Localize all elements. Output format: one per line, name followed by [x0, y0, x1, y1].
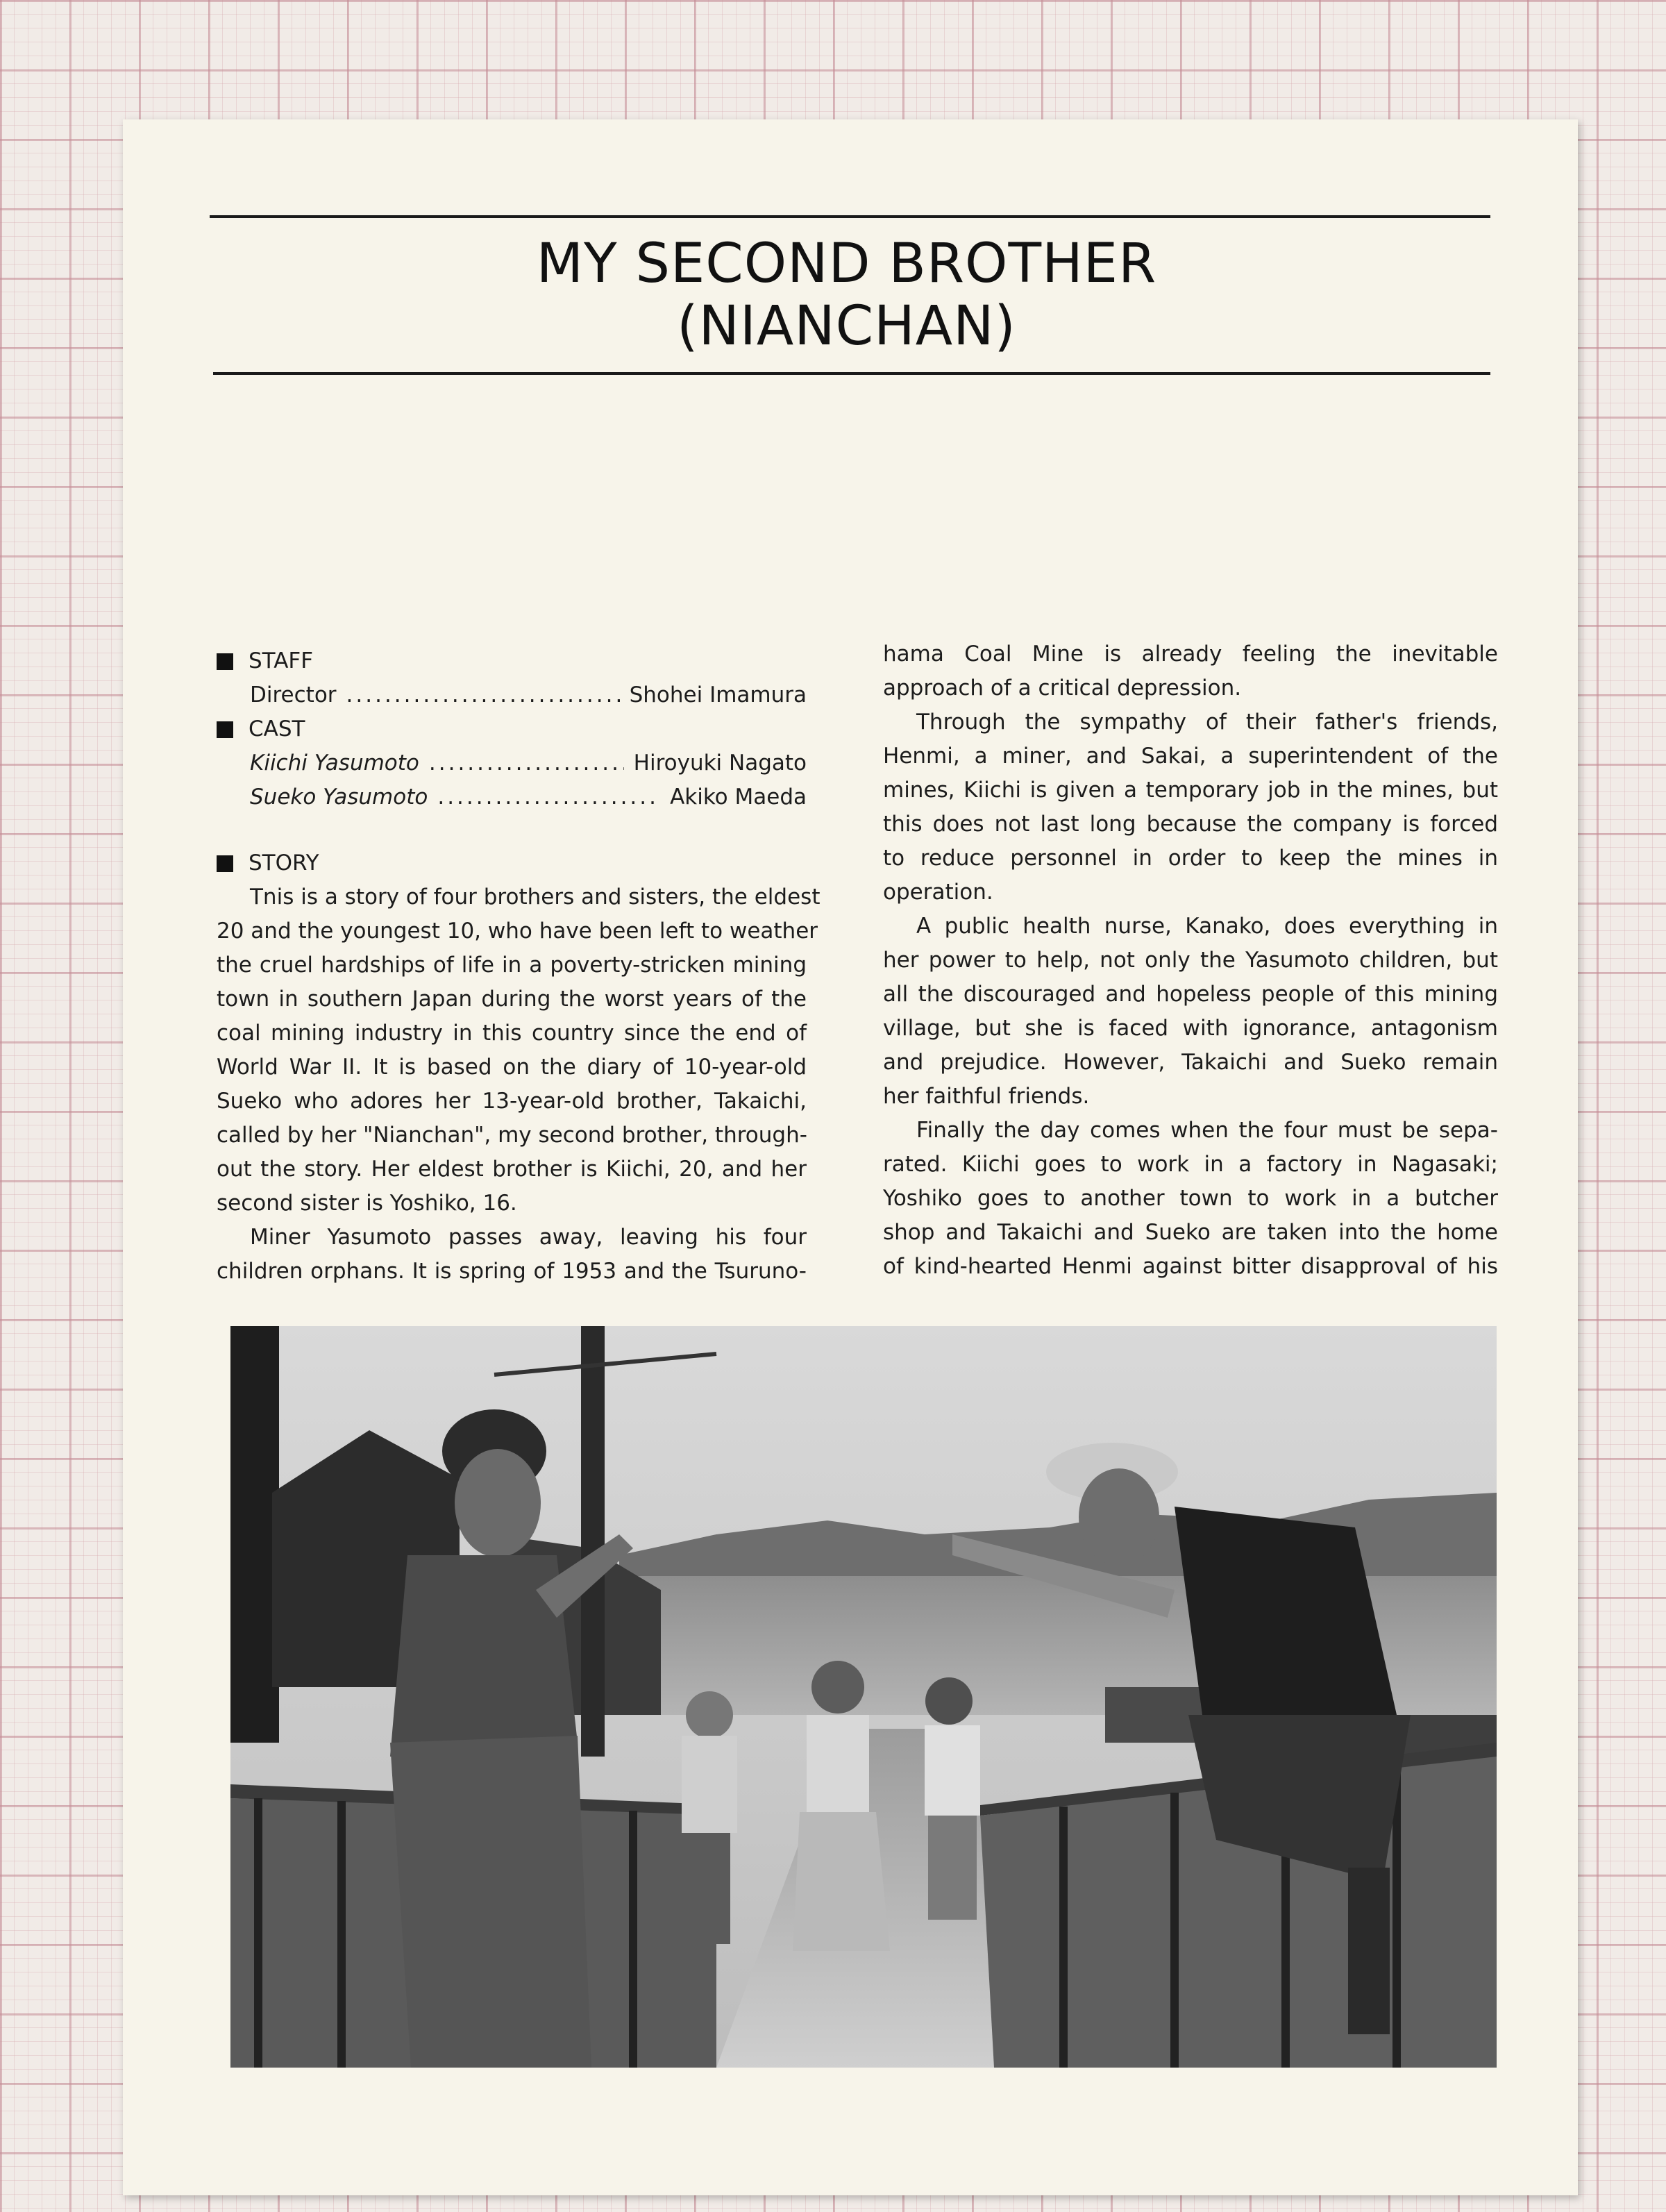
leader-dots: [429, 746, 624, 780]
story-heading: [217, 846, 807, 880]
story-line: Through the sympathy of their father's friends,: [916, 710, 1498, 735]
story-line: all the discouraged and hopeless people of this mining: [883, 982, 1498, 1007]
title-bottom-rule: [213, 372, 1490, 375]
credit-role: Director: [250, 682, 337, 707]
story-line: Finally the day comes when the four must be sepa-: [916, 1118, 1498, 1143]
story-line: called by her "Nianchan", my second brother, through-: [217, 1123, 807, 1148]
title-line-2: (NIANCHAN): [677, 295, 1016, 358]
film-sheet: [123, 119, 1578, 2195]
story-line: mines, Kiichi is given a temporary job in the mines, but: [883, 778, 1498, 803]
film-title: [206, 233, 1487, 358]
story-line: approach of a critical depression.: [883, 676, 1242, 701]
story-line: out the story. Her eldest brother is Kiichi, 20, and her: [217, 1157, 807, 1182]
staff-heading-label: STAFF: [249, 648, 314, 673]
story-line: operation.: [883, 880, 993, 905]
story-line: her power to help, not only the Yasumoto children, but: [883, 948, 1498, 973]
story-line: and prejudice. However, Takaichi and Sueko remain: [883, 1050, 1498, 1075]
story-line: 20 and the youngest 10, who have been left to weather: [217, 919, 818, 944]
story-line: town in southern Japan during the worst years of the: [217, 987, 807, 1012]
left-column: [217, 644, 821, 1289]
square-bullet-icon: [217, 653, 233, 670]
story-line: village, but she is faced with ignorance, antagonism: [883, 1016, 1498, 1041]
story-line: Yoshiko goes to another town to work in a butcher: [883, 1186, 1498, 1211]
leader-dots: [346, 678, 620, 712]
story-line: Henmi, a miner, and Sakai, a superintendent of the: [883, 744, 1498, 769]
story-heading-label: STORY: [249, 851, 319, 875]
story-line: hama Coal Mine is already feeling the inevitable: [883, 642, 1498, 667]
story-line: Sueko who adores her 13-year-old brother, Takaichi,: [217, 1089, 807, 1114]
staff-credit-director: [217, 678, 807, 712]
story-line: rated. Kiichi goes to work in a factory in Nagasaki;: [883, 1152, 1498, 1177]
title-line-1: MY SECOND BROTHER: [536, 233, 1157, 295]
story-line: to reduce personnel in order to keep the mines in: [883, 846, 1498, 871]
story-line: coal mining industry in this country since the end of: [217, 1021, 807, 1046]
film-still-illustration: [230, 1326, 1497, 2068]
right-column: [883, 637, 1498, 1284]
staff-heading: [217, 644, 807, 678]
credit-name: Hiroyuki Nagato: [633, 751, 807, 776]
credit-role: Kiichi Yasumoto: [250, 751, 419, 776]
credit-name: Akiko Maeda: [670, 785, 807, 810]
story-line: children orphans. It is spring of 1953 and the Tsuruno-: [217, 1259, 807, 1284]
leader-dots: [437, 780, 660, 814]
cast-credit-sueko: [217, 780, 807, 814]
story-line: of kind-hearted Henmi against bitter disapproval of his: [883, 1254, 1498, 1279]
story-line: Miner Yasumoto passes away, leaving his four: [250, 1225, 807, 1250]
story-line: the cruel hardships of life in a poverty-stricken mining: [217, 953, 807, 978]
story-line: A public health nurse, Kanako, does everything in: [916, 914, 1498, 939]
figure-children: [682, 1661, 980, 1951]
square-bullet-icon: [217, 855, 233, 872]
story-line: second sister is Yoshiko, 16.: [217, 1191, 517, 1216]
cast-heading-label: CAST: [249, 717, 305, 741]
story-line: World War II. It is based on the diary of 10-year-old: [217, 1055, 807, 1080]
title-top-rule: [210, 215, 1490, 218]
story-left-text: [217, 880, 821, 1289]
story-line: Tnis is a story of four brothers and sisters, the eldest: [250, 885, 821, 910]
cast-credit-kiichi: [217, 746, 807, 780]
cast-heading: [217, 712, 807, 746]
story-line: shop and Takaichi and Sueko are taken into the home: [883, 1220, 1498, 1245]
credit-role: Sueko Yasumoto: [250, 785, 428, 810]
film-still-photo: [230, 1326, 1497, 2068]
story-line: her faithful friends.: [883, 1084, 1090, 1109]
story-line: this does not last long because the company is forced: [883, 812, 1498, 837]
square-bullet-icon: [217, 721, 233, 738]
credit-name: Shohei Imamura: [629, 682, 807, 707]
